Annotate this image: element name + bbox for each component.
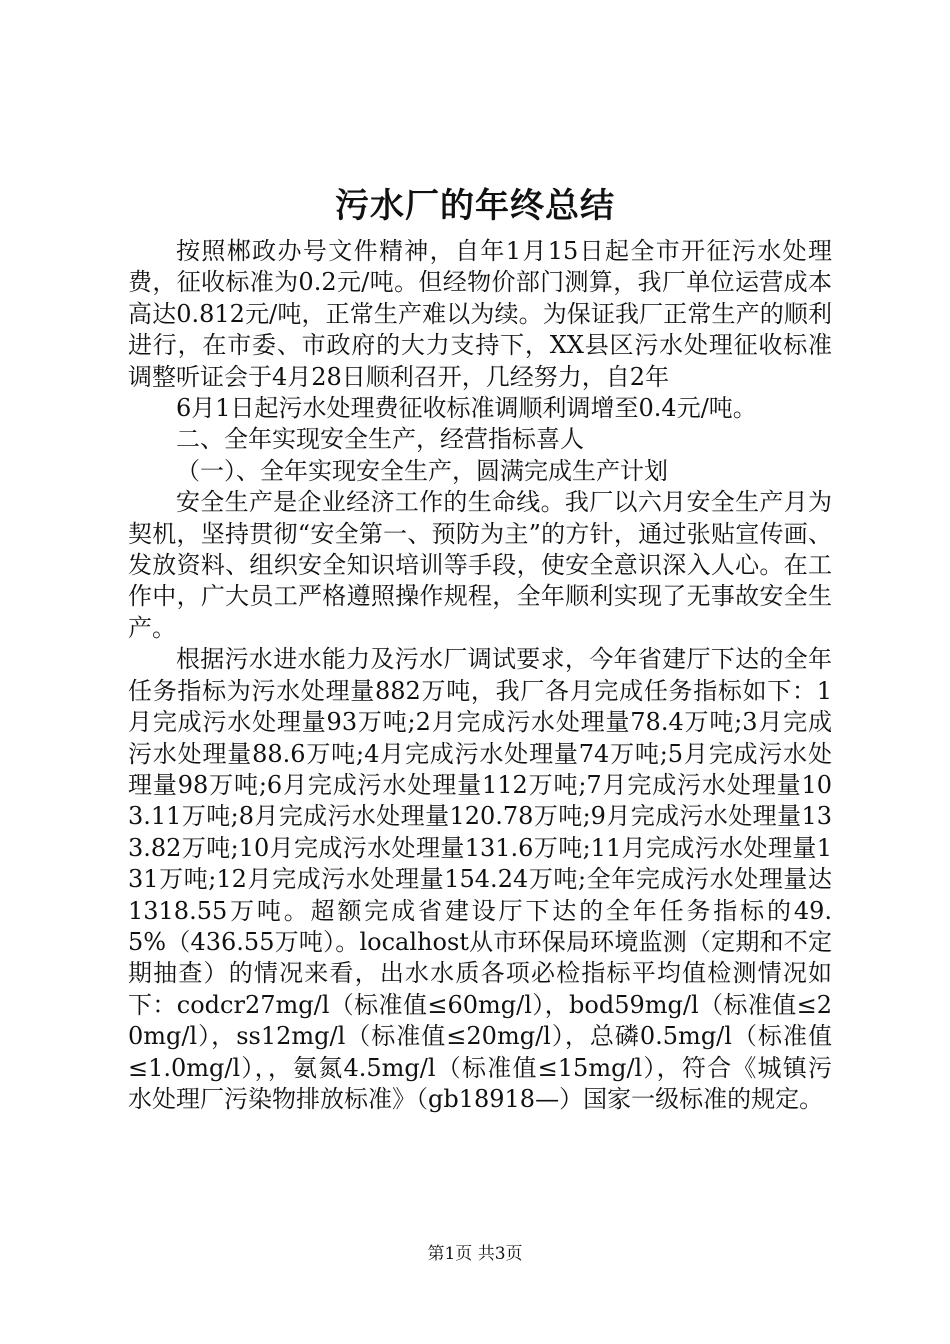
paragraph-safety: 安全生产是企业经济工作的生命线。我厂以六月安全生产月为契机，坚持贯彻“安全第一、预防为主”的方针，通过张贴宣传画、发放资料、组织安全知识培训等手段，使安全意识深入人心。在工作中，广大员工严格遵照操作规程，全年顺利实现了无事故安全生产。 <box>128 488 832 642</box>
page-footer: 第1页 共3页 <box>427 1244 523 1264</box>
paragraph-monthly-treatment: 根据污水进水能力及污水厂调试要求，今年省建厅下达的全年任务指标为污水处理量882万吨，我厂各月完成任务指标如下：1月完成污水处理量93万吨;2月完成污水处理量78.4万吨;3月完成污水处理量88.6万吨;4月完成污水处理量74万吨;5月完成污水处理量98万吨;6月完成污水处理量112万吨;7月完成污水处理量103.11万吨;8月完成污水处理量120.78万吨;9月完成污水处理量133.82万吨;10月完成污水处理量131.6万吨;11月完成污水处理量131万吨;12月完成污水处理量154.24万吨;全年完成污水处理量达1318.55万吨。超额完成省建设厅下达的全年任务指标的49.5%（436.55万吨）。localhost从市环保局环境监测（定期和不定期抽查）的情况来看，出水水质各项必检指标平均值检测情况如下：codcr27mg/l（标准值≤60mg/l），bod59mg/l（标准值≤20mg/l），ss12mg/l（标准值≤20mg/l），总磷0.5mg/l（标准值≤1.0mg/l），，氨氮4.5mg/l（标准值≤15mg/l），符合《城镇污水处理厂污染物排放标准》（gb18918—）国家一级标准的规定。 <box>128 645 832 1113</box>
paragraph-sewage-fee: 按照郴政办号文件精神，自年1月15日起全市开征污水处理费，征收标准为0.2元/吨。但经物价部门测算，我厂单位运营成本高达0.812元/吨，正常生产难以为续。为保证我厂正常生产的顺利进行，在市委、市政府的大力支持下，XX县区污水处理征收标准调整听证会于4月28日顺利召开，几经努力，自2年 <box>128 237 832 391</box>
document-body <box>128 236 832 1115</box>
section-heading-safety-production: 二、全年实现安全生产，经营指标喜人 <box>176 425 584 454</box>
subsection-heading-production-plan: （一）、全年实现安全生产，圆满完成生产计划 <box>176 456 668 485</box>
paragraph-fee-increase: 6月1日起污水处理费征收标准调顺利调增至0.4元/吨。 <box>176 394 757 423</box>
document-title: 污水厂的年终总结 <box>335 186 615 226</box>
